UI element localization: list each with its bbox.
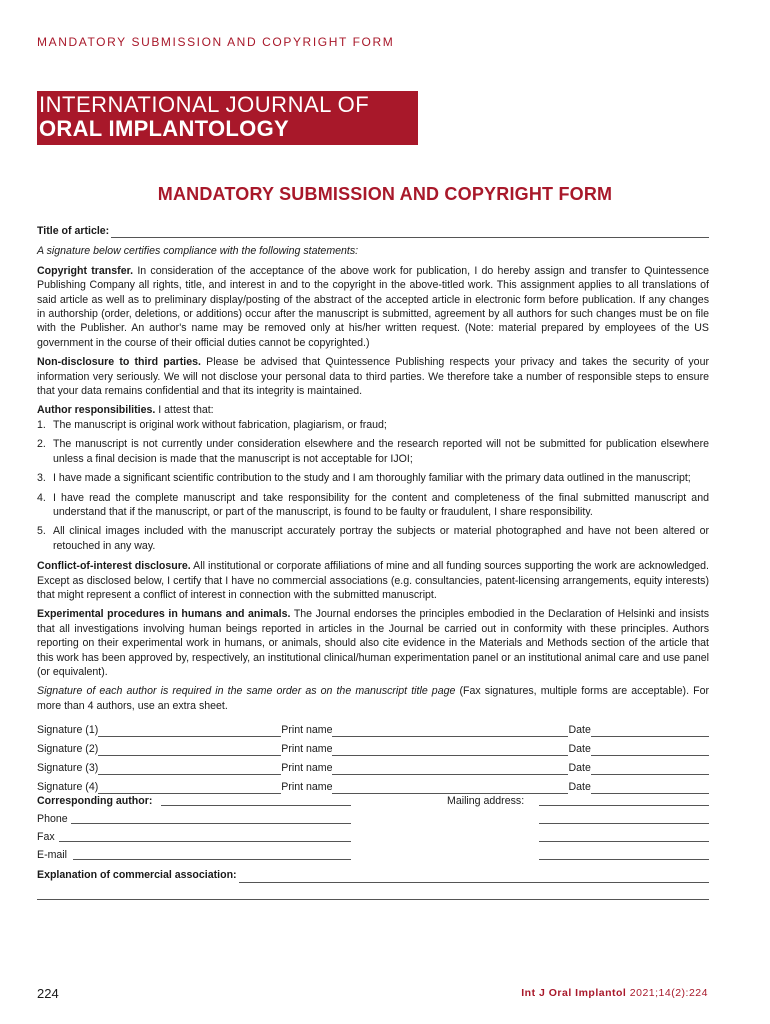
email-label: E-mail [37,849,68,862]
date-field[interactable] [591,782,709,794]
fax-label: Fax [37,831,55,844]
signature-label: Signature (2) [37,742,99,755]
list-item-number: 2. [37,438,46,451]
signature-field[interactable] [98,763,281,775]
signature-field[interactable] [98,725,281,737]
print-name-field[interactable] [332,744,568,756]
date-field[interactable] [591,763,709,775]
signature-label: Signature (1) [37,723,99,736]
experimental-text: The Journal endorses the principles embodied in the Declaration of Helsinki and insists that all investigations involving human beings reported in articles in the Journal be carried out in conformity with these principles. Authors reporting on their experimental work in humans, or animals, should also cite evidence in the Materials and Methods section of the article that this work has been approved by, respectively, an institutional clinical/human experimentation panel or an institutional animal care and use panel (or equivalent). [37,608,709,678]
print-name-field[interactable] [332,782,568,794]
mailing-address-field-1[interactable] [539,794,709,806]
explanation-field-line-2[interactable] [37,889,709,900]
phone-field[interactable] [71,812,351,824]
signature-note-italic: Signature of each author is required in the same order as on the manuscript title page [37,685,456,698]
mailing-address-field-2[interactable] [539,812,709,824]
footer-volume: 2021;14(2):224 [626,987,708,999]
certify-statement: A signature below certifies compliance with the following statements: [37,245,359,258]
list-item-number: 5. [37,525,46,538]
author-resp-lead: Author responsibilities. [37,404,156,417]
signature-row [37,756,709,775]
corresponding-row [37,794,709,812]
mailing-address-field-4[interactable] [539,848,709,860]
author-resp-section [37,403,709,417]
date-label: Date [568,742,591,755]
signature-block [37,718,709,794]
list-item-number: 1. [37,418,46,431]
journal-name-line1: INTERNATIONAL JOURNAL OF [39,92,370,117]
author-resp-text: I attest that: [155,404,214,417]
journal-banner [37,91,418,145]
date-label: Date [568,761,591,774]
print-name-label: Print name [281,780,333,793]
explanation-label: Explanation of commercial association: [37,869,237,882]
page-number: 224 [37,986,59,1001]
date-field[interactable] [591,725,709,737]
date-label: Date [568,723,591,736]
corresponding-author-field[interactable] [161,794,351,806]
header-label: MANDATORY SUBMISSION AND COPYRIGHT FORM [37,35,395,49]
phone-label: Phone [37,813,68,826]
print-name-field[interactable] [332,763,568,775]
print-name-field[interactable] [332,725,568,737]
list-item [37,491,709,520]
email-row [37,848,709,866]
signature-label: Signature (4) [37,780,99,793]
article-title-row [37,224,709,238]
nondisclosure-lead: Non-disclosure to third parties. [37,356,201,369]
print-name-label: Print name [281,761,333,774]
signature-note [37,684,709,713]
corresponding-author-label: Corresponding author: [37,795,153,808]
list-item-text: I have made a significant scientific contribution to the study and I am thoroughly familiar with the primary data outlined in the manuscript; [53,472,691,485]
contact-block [37,794,709,866]
list-item-text: The manuscript is not currently under consideration elsewhere and the research reported will not be submitted for publication elsewhere unless a final decision is made that the manuscript is not acceptable for IJOI; [53,438,709,465]
copyright-section [37,264,709,350]
list-item [37,418,709,432]
mailing-address-field-3[interactable] [539,830,709,842]
signature-row [37,718,709,737]
author-resp-list [37,418,709,553]
footer-citation [521,987,708,999]
list-item-number: 3. [37,472,46,485]
conflict-lead: Conflict-of-interest disclosure. [37,560,191,573]
list-item-text: I have read the complete manuscript and take responsibility for the content and completeness of the final submitted manuscript and understand that if the manuscript, or part of the manuscript, is found to be faulty or fraudulent, I share responsibility. [53,491,709,518]
mailing-address-label: Mailing address: [447,795,525,808]
print-name-label: Print name [281,742,333,755]
nondisclosure-text: Please be advised that Quintessence Publishing respects your privacy and takes the security of your information very seriously. We will not disclose your personal data to third parties. We therefore take a number of responsible steps to ensure that your data remains confidential and that its integrity is maintained. [37,356,709,398]
experimental-section [37,607,709,679]
form-content [37,224,709,900]
signature-row [37,737,709,756]
conflict-text: All institutional or corporate affiliations of mine and all funding sources supporting the work are acknowledged. Except as disclosed below, I certify that I have no commercial associations (e.g. consultancies, patent-licensing arrangements, equity interests) that might represent a conflict of interest in connection with the submitted manuscript. [37,560,710,601]
article-title-label: Title of article: [37,225,110,237]
copyright-text: In consideration of the acceptance of the above work for publication, I do hereby assign and transfer to Quintessence Publishing Company all rights, title, and interest in and to the copyright in the above-titled work. This assignment applies to all translations of said article as well as to preliminary display/posting of the abstract of the accepted article in electronic form before publication. If any changes in authorship (order, deletions, or additions) occur after the manuscript is submitted, agreement by all authors for such changes must be on file with the Publisher. An author's name may be removed only at his/her written request. (Note: material prepared by employees of the US government in the course of their official duties cannot be copyrighted.) [37,264,709,349]
article-title-field[interactable] [111,226,709,238]
list-item-text: The manuscript is original work without fabrication, plagiarism, or fraud; [53,418,387,431]
conflict-section [37,559,709,602]
fax-field[interactable] [59,830,351,842]
signature-field[interactable] [98,744,281,756]
fax-row [37,830,709,848]
signature-row [37,775,709,794]
print-name-label: Print name [281,723,333,736]
copyright-lead: Copyright transfer. [37,264,134,277]
phone-row [37,812,709,830]
footer-journal: Int J Oral Implantol [521,987,627,999]
explanation-row [37,868,709,882]
form-title: MANDATORY SUBMISSION AND COPYRIGHT FORM [157,184,613,204]
signature-field[interactable] [98,782,281,794]
list-item-number: 4. [37,491,46,504]
signature-note-text: (Fax signatures, multiple forms are acceptable). For more than 4 authors, use an extra sheet. [37,685,709,712]
list-item [37,471,709,485]
explanation-field[interactable] [239,871,709,883]
email-field[interactable] [73,848,351,860]
list-item [37,437,709,466]
date-label: Date [568,780,591,793]
signature-label: Signature (3) [37,761,99,774]
experimental-lead: Experimental procedures in humans and animals. [37,608,291,621]
journal-name-line2: ORAL IMPLANTOLOGY [39,116,289,141]
list-item-text: All clinical images included with the manuscript accurately portray the subjects or material photographed and have not been altered or retouched in any way. [53,525,709,552]
nondisclosure-section [37,355,709,398]
date-field[interactable] [591,744,709,756]
list-item [37,524,709,553]
